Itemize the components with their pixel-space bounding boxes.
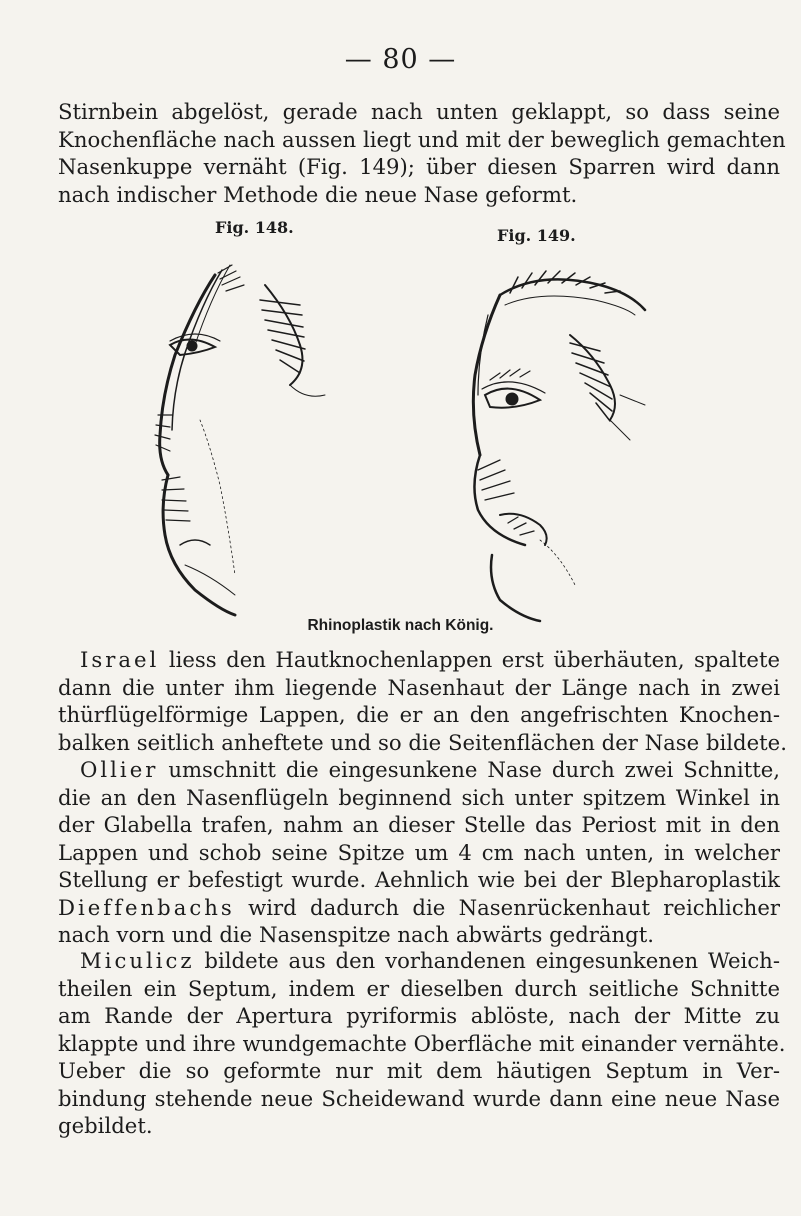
fig-148-illustration: [140, 245, 340, 625]
text-span: wird dadurch die Nasenrückenhaut reichlicher: [234, 894, 780, 920]
text-line: klappte und ihre wundgemachte Oberfläche mit einander vernähte.: [58, 1030, 786, 1056]
text-line: Ueber die so geformte nur mit dem häutigen Septum in Ver-: [58, 1058, 780, 1083]
author-name: Ollier: [80, 757, 159, 782]
fig-148-label: Fig. 148.: [215, 218, 294, 237]
text-line: am Rande der Apertura pyriformis ablöste, nach der Mitte zu: [58, 1003, 780, 1028]
text-line: nach vorn und die Nasenspitze nach abwärts gedrängt.: [58, 922, 654, 947]
text-line: Knochenfläche nach aussen liegt und mit der beweglich gemachten: [58, 126, 786, 152]
text-span: bildete aus den vorhandenen eingesunkenen Weich-: [194, 948, 780, 973]
text-line: die an den Nasenflügeln beginnend sich unter spitzem Winkel in: [58, 784, 780, 810]
ollier-paragraph: [58, 756, 780, 949]
intro-paragraph: [58, 98, 786, 208]
text-line: [58, 756, 780, 784]
text-line: gebildet.: [58, 1113, 153, 1138]
text-line: dann die unter ihm liegende Nasenhaut der Länge nach in zwei: [58, 674, 780, 700]
text-span: umschnitt die eingesunkene Nase durch zwei Schnitte,: [158, 757, 780, 782]
text-line: [58, 947, 780, 975]
text-line: nach indischer Methode die neue Nase geformt.: [58, 181, 578, 207]
mikulicz-paragraph: [58, 947, 786, 1140]
text-line: bindung stehende neue Scheidewand wurde dann eine neue Nase: [58, 1085, 780, 1111]
text-line: [58, 894, 780, 922]
text-line: Stirnbein abgelöst, gerade nach unten geklappt, so dass seine: [58, 99, 780, 124]
figure-caption: Rhinoplastik nach König.: [307, 617, 494, 634]
text-line: Lappen und schob seine Spitze um 4 cm nach unten, in welcher: [58, 839, 780, 865]
text-line: Stellung er befestigt wurde. Aehnlich wie bei der Blepharoplastik: [58, 867, 780, 892]
fig-149-illustration: [430, 255, 670, 625]
author-name: Dieffenbachs: [58, 894, 235, 920]
page-number: — 80 —: [344, 44, 457, 75]
text-line: thürflügelförmige Lappen, die er an den angefrischten Knochen-: [58, 702, 780, 727]
text-line: Nasenkuppe vernäht (Fig. 149); über diesen Sparren wird dann: [58, 154, 780, 179]
text-span: liess den Hautknochenlappen erst überhäuten, spaltete: [159, 647, 780, 672]
text-line: balken seitlich anheftete und so die Seitenflächen der Nase bildete.: [58, 729, 787, 755]
text-line: [58, 646, 780, 674]
fig-149-label: Fig. 149.: [497, 226, 576, 245]
text-line: der Glabella trafen, nahm an dieser Stelle das Periost mit in den: [58, 812, 780, 837]
text-line: theilen ein Septum, indem er dieselben durch seitliche Schnitte: [58, 975, 780, 1001]
author-name: Israel: [80, 647, 160, 672]
israel-paragraph: [58, 646, 787, 756]
author-name: Miculicz: [80, 948, 195, 973]
